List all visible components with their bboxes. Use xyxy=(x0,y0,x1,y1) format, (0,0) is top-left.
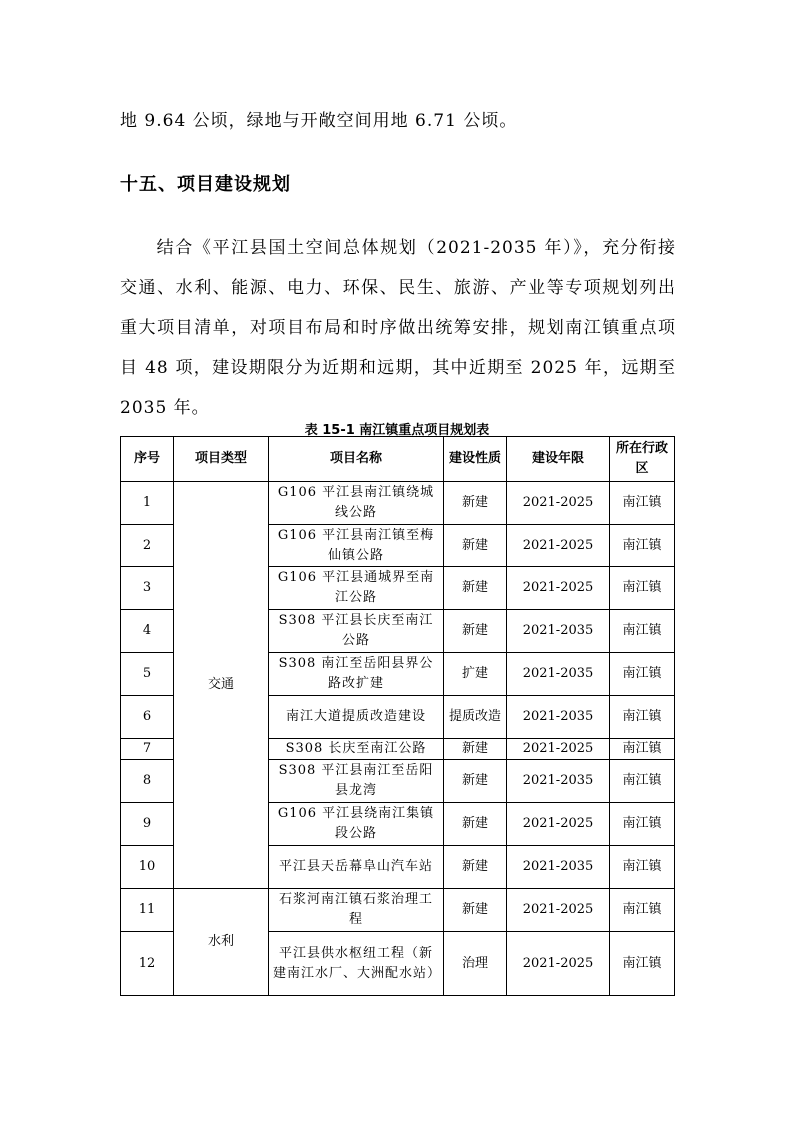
cell-nature: 新建 xyxy=(444,760,507,803)
cell-name: G106 平江县绕南江集镇段公路 xyxy=(269,803,444,846)
cell-district: 南江镇 xyxy=(610,739,675,760)
cell-no: 3 xyxy=(121,567,174,610)
cell-period: 2021-2025 xyxy=(507,739,610,760)
paragraph-text: 结合《平江县国土空间总体规划（2021-2035 年）》，充分衔接交通、水利、能源、电力、环保、民生、旅游、产业等专项规划列出重大项目清单，对项目布局和时序做出统筹安排，规划南江镇重点项目 48 项，建设期限分为近期和远期，其中近期至 2025 年，远期至 2035 年。 xyxy=(120,238,676,418)
cell-no: 4 xyxy=(121,610,174,653)
section-heading: 十五、项目建设规划 xyxy=(120,174,291,195)
cell-period: 2021-2025 xyxy=(507,932,610,996)
cell-no: 1 xyxy=(121,482,174,525)
header-district: 所在行政区 xyxy=(610,437,675,482)
table-row xyxy=(121,482,675,525)
cell-nature: 治理 xyxy=(444,932,507,996)
cell-period: 2021-2035 xyxy=(507,696,610,739)
header-nature: 建设性质 xyxy=(444,437,507,482)
table-header-row xyxy=(121,437,675,482)
cell-no: 5 xyxy=(121,653,174,696)
cell-district: 南江镇 xyxy=(610,760,675,803)
cell-no: 2 xyxy=(121,525,174,567)
cell-type-transport: 交通 xyxy=(174,482,269,889)
cell-district: 南江镇 xyxy=(610,803,675,846)
cell-district: 南江镇 xyxy=(610,653,675,696)
cell-district: 南江镇 xyxy=(610,889,675,932)
header-name: 项目名称 xyxy=(269,437,444,482)
cell-nature: 新建 xyxy=(444,889,507,932)
header-period: 建设年限 xyxy=(507,437,610,482)
cell-district: 南江镇 xyxy=(610,610,675,653)
cell-name: S308 平江县长庆至南江公路 xyxy=(269,610,444,653)
cell-period: 2021-2025 xyxy=(507,482,610,525)
cell-name: 平江县天岳幕阜山汽车站 xyxy=(269,846,444,889)
cell-no: 7 xyxy=(121,739,174,760)
cell-nature: 新建 xyxy=(444,610,507,653)
cell-name: S308 长庆至南江公路 xyxy=(269,739,444,760)
cell-name: G106 平江县南江镇绕城线公路 xyxy=(269,482,444,525)
cell-no: 10 xyxy=(121,846,174,889)
cell-nature: 新建 xyxy=(444,567,507,610)
cell-period: 2021-2035 xyxy=(507,610,610,653)
header-no: 序号 xyxy=(121,437,174,482)
cell-name: 石浆河南江镇石浆治理工程 xyxy=(269,889,444,932)
cell-no: 11 xyxy=(121,889,174,932)
cell-period: 2021-2025 xyxy=(507,567,610,610)
cell-name: G106 平江县南江镇至梅仙镇公路 xyxy=(269,525,444,567)
table-caption: 表 15-1 南江镇重点项目规划表 xyxy=(304,423,490,438)
cell-nature: 新建 xyxy=(444,525,507,567)
project-table xyxy=(120,436,675,996)
cell-no: 6 xyxy=(121,696,174,739)
cell-district: 南江镇 xyxy=(610,846,675,889)
cell-no: 8 xyxy=(121,760,174,803)
paragraph xyxy=(120,228,676,428)
cell-nature: 新建 xyxy=(444,846,507,889)
cell-period: 2021-2035 xyxy=(507,653,610,696)
cell-district: 南江镇 xyxy=(610,482,675,525)
cell-period: 2021-2035 xyxy=(507,846,610,889)
cell-no: 9 xyxy=(121,803,174,846)
cell-district: 南江镇 xyxy=(610,932,675,996)
cell-district: 南江镇 xyxy=(610,567,675,610)
cell-district: 南江镇 xyxy=(610,525,675,567)
cell-type-water: 水利 xyxy=(174,889,269,996)
cell-name: 南江大道提质改造建设 xyxy=(269,696,444,739)
cell-nature: 扩建 xyxy=(444,653,507,696)
cell-name: S308 平江县南江至岳阳县龙湾 xyxy=(269,760,444,803)
table-row xyxy=(121,889,675,932)
intro-line: 地 9.64 公顷，绿地与开敞空间用地 6.71 公顷。 xyxy=(120,111,518,131)
cell-nature: 新建 xyxy=(444,803,507,846)
cell-nature: 新建 xyxy=(444,482,507,525)
cell-district: 南江镇 xyxy=(610,696,675,739)
cell-period: 2021-2035 xyxy=(507,760,610,803)
cell-period: 2021-2025 xyxy=(507,525,610,567)
cell-nature: 新建 xyxy=(444,739,507,760)
cell-name: G106 平江县通城界至南江公路 xyxy=(269,567,444,610)
cell-no: 12 xyxy=(121,932,174,996)
cell-nature: 提质改造 xyxy=(444,696,507,739)
header-type: 项目类型 xyxy=(174,437,269,482)
cell-name: 平江县供水枢纽工程（新建南江水厂、大洲配水站） xyxy=(269,932,444,996)
cell-period: 2021-2025 xyxy=(507,803,610,846)
cell-name: S308 南江至岳阳县界公路改扩建 xyxy=(269,653,444,696)
cell-period: 2021-2025 xyxy=(507,889,610,932)
